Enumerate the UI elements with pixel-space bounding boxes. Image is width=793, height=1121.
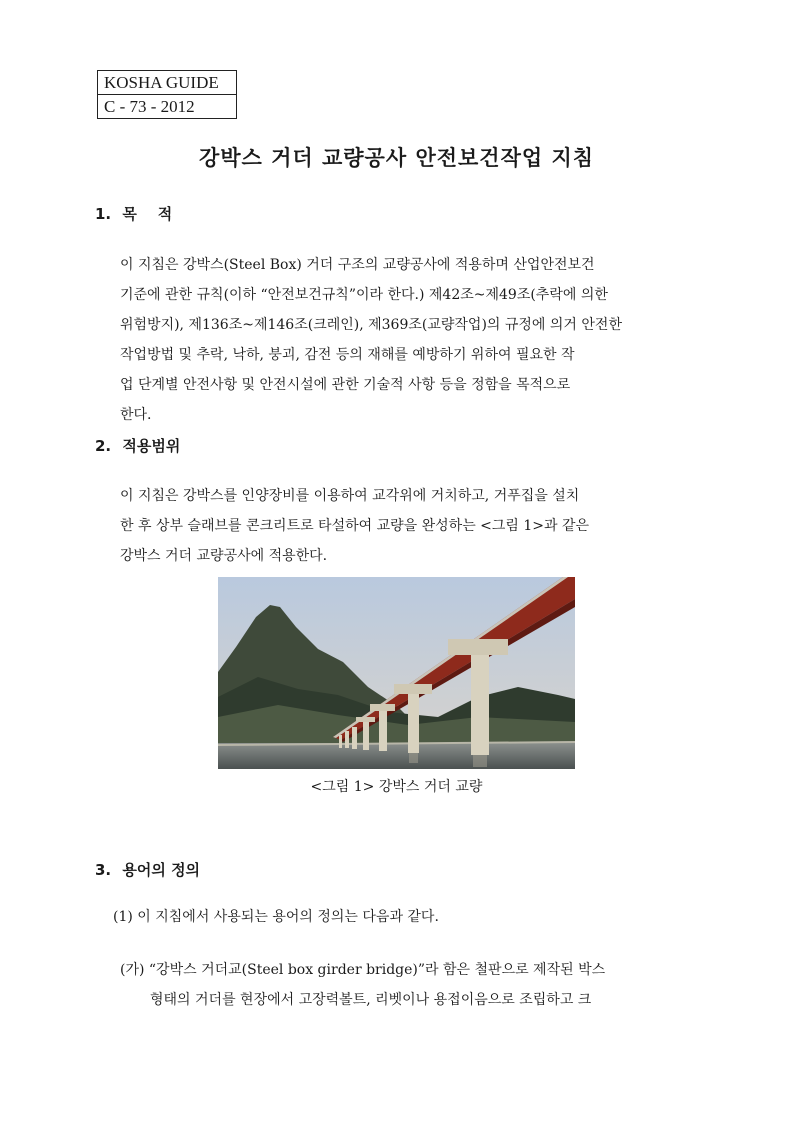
section-1-heading	[95, 203, 172, 224]
section-1-paragraph	[120, 250, 698, 430]
paragraph-line: 이 지침은 강박스를 인양장비를 이용하여 교각위에 거치하고, 거푸집을 설치	[120, 488, 580, 504]
definition-subitem-ga-line1: (가) “강박스 거더교(Steel box girder bridge)”라 함은 철판으로 제작된 박스	[120, 962, 606, 978]
guide-label: KOSHA GUIDE	[104, 73, 219, 92]
section-1-number: 1.	[95, 205, 112, 223]
guide-code: C - 73 - 2012	[98, 94, 236, 118]
section-2-number: 2.	[95, 437, 112, 455]
document-title: 강박스 거더 교량공사 안전보건작업 지침	[198, 146, 595, 170]
bridge-photo	[218, 577, 575, 769]
kosha-guide-box	[97, 70, 237, 119]
section-2-title: 적용범위	[122, 437, 181, 455]
section-2-paragraph	[120, 481, 698, 571]
paragraph-line: 위험방지), 제136조~제146조(크레인), 제369조(교량작업)의 규정에 의거 안전한	[120, 317, 622, 333]
paragraph-line: 한 후 상부 슬래브를 콘크리트로 타설하여 교량을 완성하는 <그림 1>과 같은	[120, 518, 590, 534]
definition-subitem-ga-line2: 형태의 거더를 현장에서 고장력볼트, 리벳이나 용접이음으로 조립하고 크	[150, 992, 592, 1008]
section-2-heading	[95, 435, 180, 456]
paragraph-line: 한다.	[120, 407, 152, 423]
paragraph-line: 강박스 거더 교량공사에 적용한다.	[120, 548, 328, 564]
section-1-title: 목 적	[122, 205, 173, 223]
paragraph-line: 이 지침은 강박스(Steel Box) 거더 구조의 교량공사에 적용하며 산업안전보건	[120, 257, 595, 273]
paragraph-line: 업 단계별 안전사항 및 안전시설에 관한 기술적 사항 등을 정함을 목적으로	[120, 377, 571, 393]
figure-caption: <그림 1> 강박스 거더 교량	[310, 779, 483, 795]
section-3-number: 3.	[95, 861, 112, 879]
paragraph-line: 기준에 관한 규칙(이하 “안전보건규칙”이라 한다.) 제42조~제49조(추락에 의한	[120, 287, 608, 303]
paragraph-line: 작업방법 및 추락, 낙하, 붕괴, 감전 등의 재해를 예방하기 위하여 필요한 작	[120, 347, 575, 363]
definition-item-1: (1) 이 지침에서 사용되는 용어의 정의는 다음과 같다.	[113, 909, 439, 925]
section-3-heading	[95, 859, 200, 880]
section-3-title: 용어의 정의	[122, 861, 201, 879]
